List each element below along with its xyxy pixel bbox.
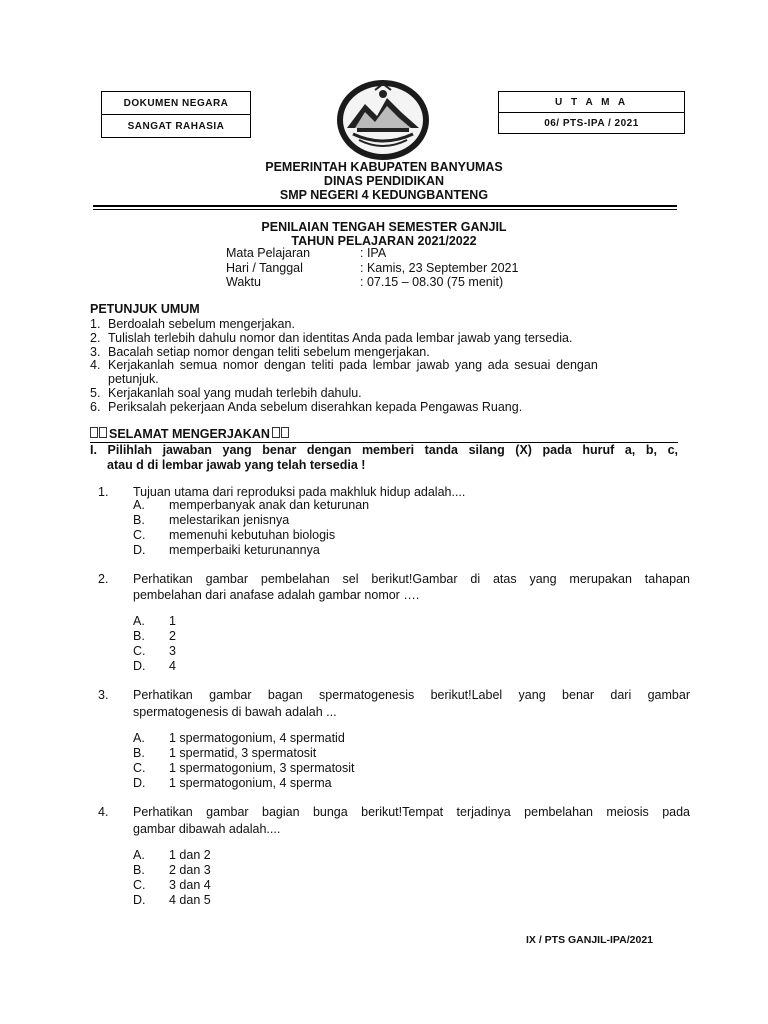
question-text-line-1: Perhatikan gambar bagian bunga berikut!Tempat terjadinya pembelahan meiosis pada: [133, 805, 690, 819]
version-box: [498, 91, 685, 113]
instruction-number: 2.: [90, 331, 101, 345]
option-letter: A.: [133, 614, 145, 628]
option-text: 1 spermatogonium, 3 spermatosit: [169, 761, 355, 775]
instruction-item: [90, 345, 430, 359]
option-c[interactable]: [0, 644, 768, 659]
option-a[interactable]: [0, 498, 768, 513]
option-text: 4 dan 5: [169, 893, 211, 907]
instruction-text: Kerjakanlah semua nomor dengan teliti pada lembar jawab yang ada sesuai dengan: [108, 358, 598, 372]
question-text-line-1: Perhatikan gambar bagan spermatogenesis berikut!Label yang benar dari gambar: [133, 688, 690, 702]
question-text-line-2: spermatogenesis di bawah adalah ...: [133, 705, 337, 719]
section-instruction-line-1: I. Pilihlah jawaban yang benar dengan memberi tanda silang (X) pada huruf a, b, c,: [90, 443, 678, 457]
question-text-line-1: Perhatikan gambar pembelahan sel berikut!Gambar di atas yang merupakan tahapan: [133, 572, 690, 586]
instruction-item: [90, 372, 159, 386]
option-a[interactable]: [0, 731, 768, 746]
option-letter: A.: [133, 498, 145, 512]
question-text-line-2: pembelahan dari anafase adalah gambar nomor ….: [133, 588, 420, 602]
instruction-number: 4.: [90, 358, 101, 372]
version-label: U T A M A: [554, 96, 629, 108]
option-text: 2: [169, 629, 176, 643]
option-letter: C.: [133, 528, 146, 542]
option-text: 1 spermatogonium, 4 sperma: [169, 776, 332, 790]
option-d[interactable]: [0, 543, 768, 558]
option-d[interactable]: [0, 776, 768, 791]
instruction-text: Bacalah setiap nomor dengan teliti sebelum mengerjakan.: [108, 345, 430, 359]
secrecy-box: [101, 114, 251, 138]
instruction-item: [90, 317, 295, 331]
institution-line-1: PEMERINTAH KABUPATEN BANYUMAS: [265, 160, 503, 174]
instruction-text: Kerjakanlah soal yang mudah terlebih dahulu.: [108, 386, 362, 400]
option-letter: D.: [133, 543, 146, 557]
page-footer: IX / PTS GANJIL-IPA/2021: [526, 934, 654, 946]
greeting: [90, 427, 289, 441]
instruction-text: petunjuk.: [108, 372, 159, 386]
instruction-number: 1.: [90, 317, 101, 331]
instruction-number: 6.: [90, 400, 101, 414]
instructions-heading: PETUNJUK UMUM: [90, 302, 200, 316]
exam-title: PENILAIAN TENGAH SEMESTER GANJIL: [261, 220, 507, 234]
institution-line-3: SMP NEGERI 4 KEDUNGBANTENG: [279, 188, 489, 202]
greeting-bullet-icon: [99, 427, 107, 438]
instruction-item: [90, 331, 572, 345]
question-text-line-2: gambar dibawah adalah....: [133, 822, 281, 836]
option-text: 2 dan 3: [169, 863, 211, 877]
instruction-text: Berdoalah sebelum mengerjakan.: [108, 317, 295, 331]
option-d[interactable]: [0, 893, 768, 908]
option-letter: A.: [133, 731, 145, 745]
document-code-label: 06/ PTS-IPA / 2021: [544, 117, 639, 129]
option-text: 1 dan 2: [169, 848, 211, 862]
header-rule-thin: [93, 209, 677, 210]
meta-key: Hari / Tanggal: [226, 261, 303, 275]
option-b[interactable]: [0, 746, 768, 761]
option-letter: B.: [133, 746, 145, 760]
instruction-item: [90, 358, 678, 372]
option-b[interactable]: [0, 863, 768, 878]
option-b[interactable]: [0, 513, 768, 528]
option-b[interactable]: [0, 629, 768, 644]
option-letter: A.: [133, 848, 145, 862]
option-text: memenuhi kebutuhan biologis: [169, 528, 336, 542]
meta-key: Mata Pelajaran: [226, 246, 311, 260]
option-c[interactable]: [0, 528, 768, 543]
meta-value: : IPA: [360, 246, 387, 260]
option-letter: D.: [133, 659, 146, 673]
option-letter: D.: [133, 776, 146, 790]
meta-value: : Kamis, 23 September 2021: [360, 261, 519, 275]
option-letter: D.: [133, 893, 146, 907]
meta-value: : 07.15 – 08.30 (75 menit): [360, 275, 504, 289]
option-text: 3 dan 4: [169, 878, 211, 892]
option-d[interactable]: [0, 659, 768, 674]
option-text: memperbaiki keturunannya: [169, 543, 320, 557]
option-letter: C.: [133, 644, 146, 658]
option-letter: B.: [133, 513, 145, 527]
greeting-bullet-icon: [281, 427, 289, 438]
question-number: 4.: [98, 805, 109, 819]
instruction-number: 5.: [90, 386, 101, 400]
document-code-box: [498, 112, 685, 134]
question-number: 3.: [98, 688, 109, 702]
instruction-text: Periksalah pekerjaan Anda sebelum diserahkan kepada Pengawas Ruang.: [108, 400, 523, 414]
option-text: 1: [169, 614, 176, 628]
section-instruction-line-2: atau d di lembar jawab yang telah tersedia !: [107, 458, 366, 472]
option-c[interactable]: [0, 761, 768, 776]
instruction-item: [90, 386, 362, 400]
option-c[interactable]: [0, 878, 768, 893]
greeting-text: SELAMAT MENGERJAKAN: [109, 427, 270, 441]
option-text: 4: [169, 659, 176, 673]
greeting-bullet-icon: [272, 427, 280, 438]
question-text: Tujuan utama dari reproduksi pada makhluk hidup adalah....: [133, 485, 466, 499]
meta-key: Waktu: [226, 275, 261, 289]
option-letter: B.: [133, 863, 145, 877]
document-classification-box: [101, 91, 251, 115]
instruction-item: [90, 400, 522, 414]
question-number: 2.: [98, 572, 109, 586]
option-text: memperbanyak anak dan keturunan: [169, 498, 370, 512]
document-classification-label: DOKUMEN NEGARA: [123, 97, 229, 109]
option-a[interactable]: [0, 614, 768, 629]
option-letter: C.: [133, 761, 146, 775]
greeting-bullet-icon: [90, 427, 98, 438]
instruction-text: Tulislah terlebih dahulu nomor dan identitas Anda pada lembar jawab yang tersedia.: [108, 331, 573, 345]
option-letter: B.: [133, 629, 145, 643]
instruction-number: 3.: [90, 345, 101, 359]
option-text: 1 spermatogonium, 4 spermatid: [169, 731, 345, 745]
option-text: 3: [169, 644, 176, 658]
question-number: 1.: [98, 485, 109, 499]
option-a[interactable]: [0, 848, 768, 863]
academic-year: TAHUN PELAJARAN 2021/2022: [291, 234, 477, 248]
option-text: 1 spermatid, 3 spermatosit: [169, 746, 317, 760]
option-text: melestarikan jenisnya: [169, 513, 290, 527]
institution-line-2: DINAS PENDIDIKAN: [323, 174, 445, 188]
regency-emblem-icon: [335, 78, 431, 162]
header-rule-thick: [93, 205, 677, 207]
secrecy-label: SANGAT RAHASIA: [127, 120, 225, 132]
option-letter: C.: [133, 878, 146, 892]
